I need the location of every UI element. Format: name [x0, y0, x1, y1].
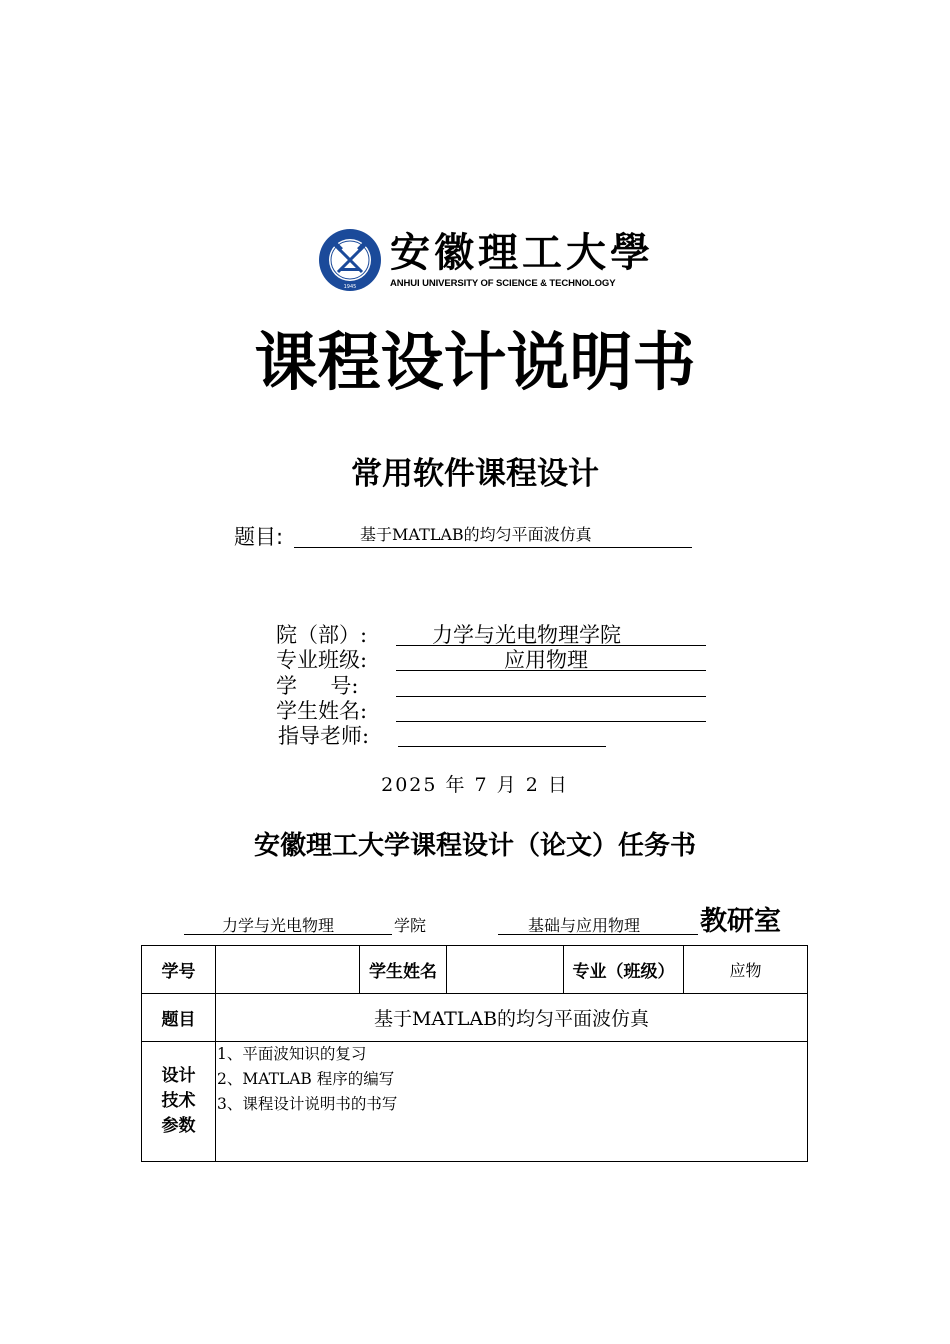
major-value: 应物	[729, 961, 762, 980]
student-name-label-cell	[359, 945, 447, 994]
topic-underline	[294, 547, 692, 548]
requirements-label-cell	[141, 1041, 216, 1162]
field-value: 应用物理	[504, 648, 588, 672]
section-suffix: 教研室	[700, 906, 781, 937]
student-name-value-cell	[446, 945, 564, 994]
table-topic-label: 题目	[161, 1010, 196, 1030]
topic-value: 基于MATLAB的均匀平面波仿真	[360, 525, 592, 544]
field-label: 学 号:	[276, 674, 359, 698]
major-label-cell	[563, 945, 684, 994]
university-logo	[318, 228, 654, 294]
field-label: 院（部）:	[276, 623, 368, 647]
list-item: 1、平面波知识的复习	[217, 1045, 367, 1063]
major-value-cell	[683, 945, 808, 994]
major-label: 专业（班级）	[572, 962, 675, 982]
field-underline	[396, 696, 706, 697]
student-id-value-cell	[215, 945, 360, 994]
page-title: 课程设计说明书	[254, 326, 696, 399]
department-row	[0, 904, 950, 940]
student-id-label-cell	[141, 945, 216, 994]
university-name-cn: 安徽理工大學	[390, 229, 654, 276]
student-id-label: 学号	[161, 962, 196, 982]
university-seal-icon	[318, 228, 382, 292]
req-label-line: 设计	[161, 1066, 196, 1086]
list-item: 3、课程设计说明书的书写	[217, 1095, 398, 1113]
university-name-en: ANHUI UNIVERSITY OF SCIENCE & TECHNOLOGY	[390, 278, 616, 289]
list-item: 2、MATLAB 程序的编写	[217, 1070, 395, 1088]
req-label-line: 技术	[161, 1091, 196, 1111]
requirements-list	[217, 1042, 397, 1117]
topic-value-cell	[215, 993, 808, 1042]
section-value: 基础与应用物理	[528, 916, 641, 935]
field-value: 力学与光电物理学院	[432, 623, 621, 647]
field-underline	[396, 721, 706, 722]
seal-year: 1945	[343, 284, 357, 290]
topic-label-cell	[141, 993, 216, 1042]
field-label: 专业班级:	[276, 648, 368, 672]
table-topic-value: 基于MATLAB的均匀平面波仿真	[373, 1008, 650, 1030]
college-value: 力学与光电物理	[222, 916, 335, 935]
field-label: 指导老师:	[278, 724, 370, 748]
student-name-label: 学生姓名	[369, 962, 437, 982]
field-underline	[398, 746, 606, 747]
cover-date: 2025 年 7 月 2 日	[381, 774, 569, 796]
req-label-line: 参数	[161, 1116, 196, 1136]
task-title: 安徽理工大学课程设计（论文）任务书	[253, 831, 696, 861]
course-name: 常用软件课程设计	[351, 456, 599, 492]
field-label: 学生姓名:	[276, 699, 368, 723]
task-table	[141, 945, 808, 1162]
topic-label: 题目:	[234, 525, 284, 549]
college-suffix: 学院	[394, 916, 427, 935]
